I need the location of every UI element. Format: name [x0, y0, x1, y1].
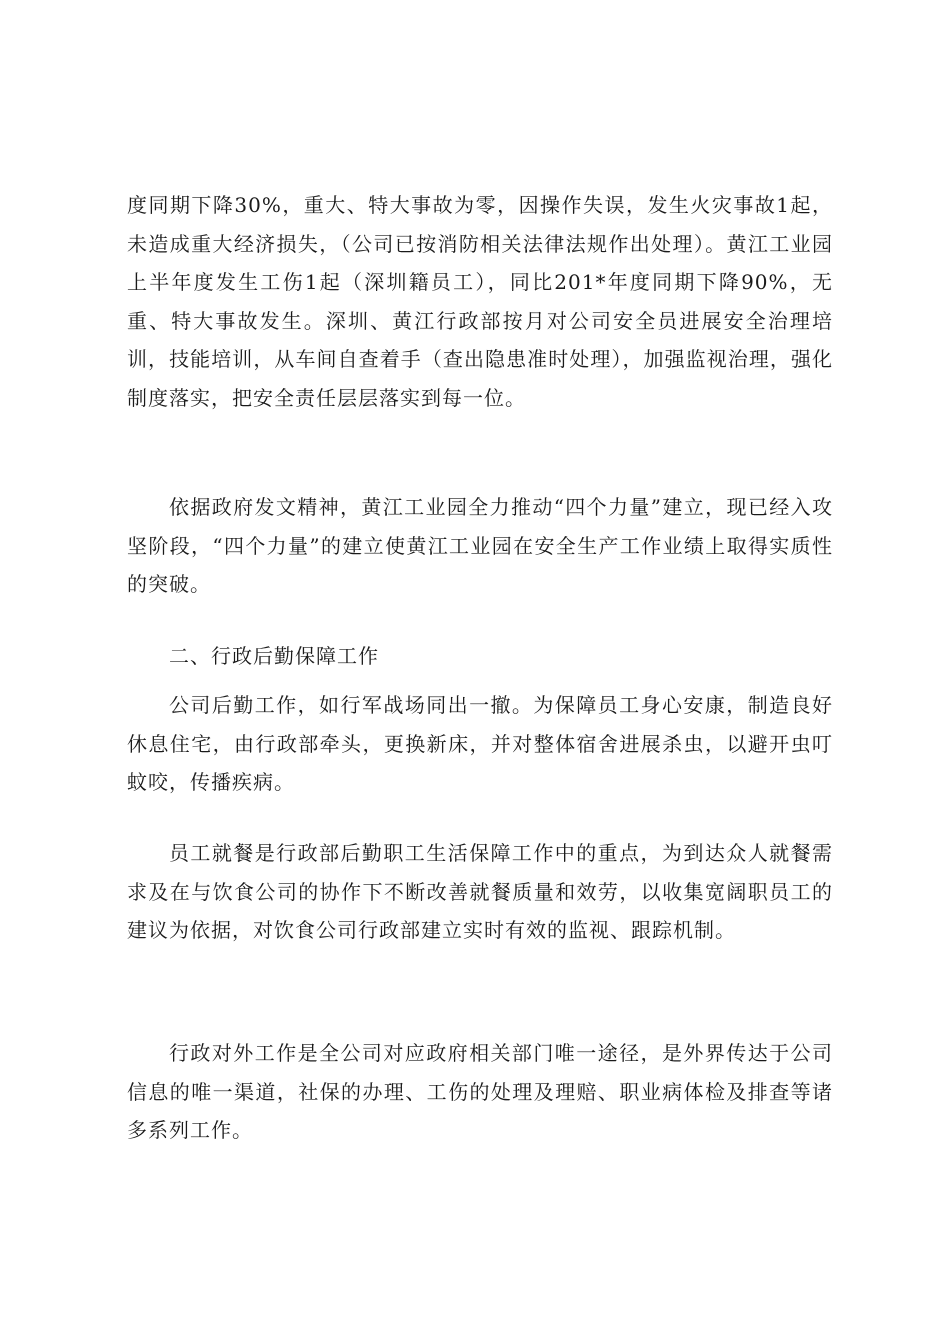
paragraph-logistics: 公司后勤工作，如行军战场同出一撤。为保障员工身心安康，制造良好休息住宅，由行政部牵头，更换新床，并对整体宿舍进展杀虫，以避开虫叮蚊咬，传播疾病。 — [127, 693, 833, 794]
paragraph-safety-stats: 度同期下降30%，重大、特大事故为零，因操作失误，发生火灾事故1起，未造成重大经济损失，（公司已按消防相关法律法规作出处理）。黄江工业园上半年度发生工伤1起（深圳籍员工），同比201*年度同期下降90%，无重、特大事故发生。深圳、黄江行政部按月对公司安全员进展安全治理培训，技能培训，从车间自查着手（查出隐患准时处理），加强监视治理，强化制度落实，把安全责任层层落实到每一位。 — [127, 193, 833, 410]
section-heading-logistics: 二、行政后勤保障工作 — [169, 644, 379, 668]
paragraph-four-forces: 依据政府发文精神，黄江工业园全力推动“四个力量”建立，现已经入攻坚阶段，“四个力量”的建立使黄江工业园在安全生产工作业绩上取得实质性的突破。 — [127, 495, 833, 596]
paragraph-dining: 员工就餐是行政部后勤职工生活保障工作中的重点，为到达众人就餐需求及在与饮食公司的协作下不断改善就餐质量和效劳，以收集宽阔职员工的建议为依据，对饮食公司行政部建立实时有效的监视、跟踪机制。 — [127, 841, 833, 942]
paragraph-external-work: 行政对外工作是全公司对应政府相关部门唯一途径，是外界传达于公司信息的唯一渠道，社保的办理、工伤的处理及理赔、职业病体检及排查等诸多系列工作。 — [127, 1041, 833, 1142]
